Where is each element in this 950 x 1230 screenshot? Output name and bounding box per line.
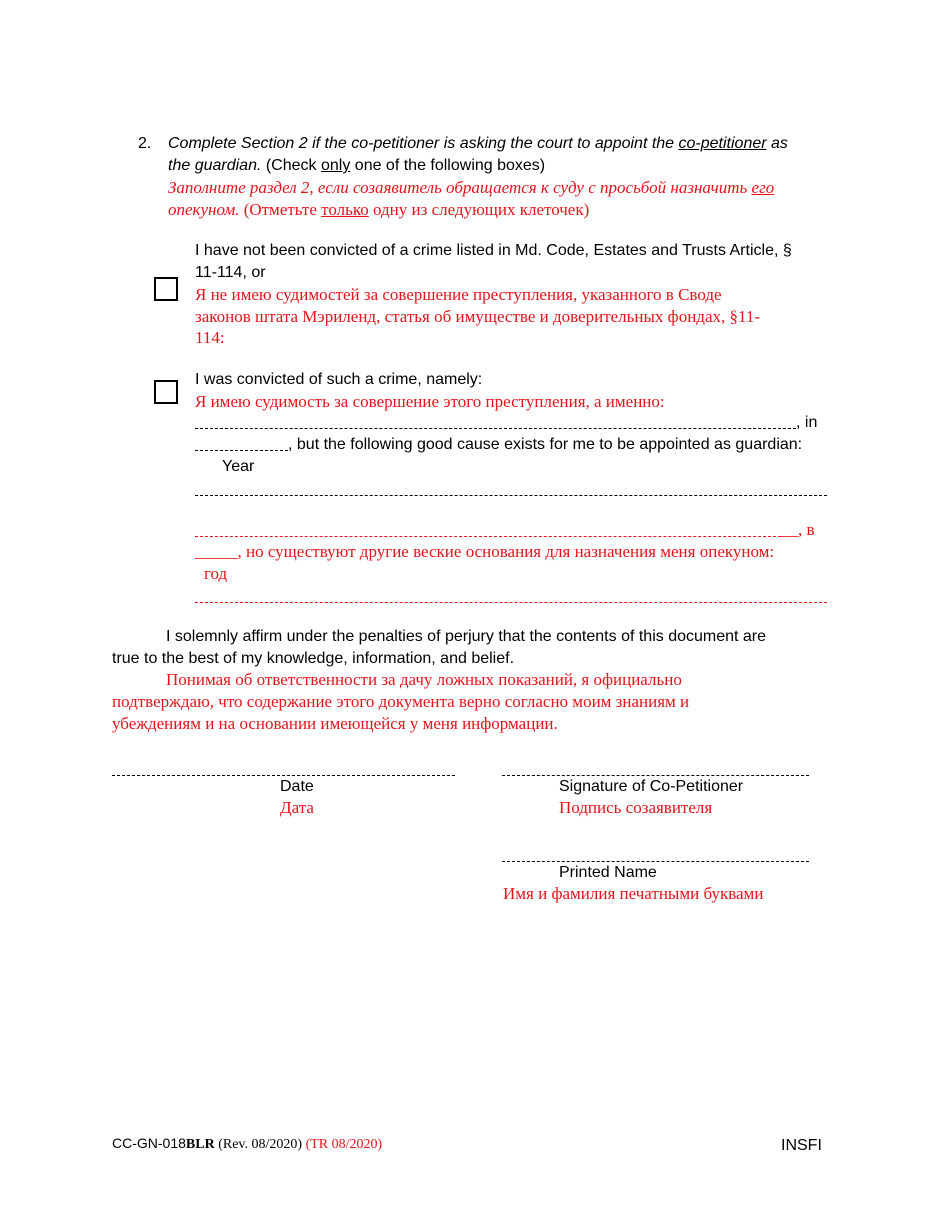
form-footer bbox=[112, 1135, 382, 1153]
translation-revision: (TR 08/2020) bbox=[305, 1137, 383, 1152]
instruction-underlined-text: его bbox=[751, 178, 775, 197]
instruction-italic-text: as bbox=[766, 135, 788, 152]
option1-ru-line1: Я не имею судимостей за совершение преступления, указанного в Своде bbox=[195, 285, 722, 304]
printed-name-label-ru: Имя и фамилия печатными буквами bbox=[503, 884, 764, 903]
date-label: Date bbox=[280, 778, 314, 795]
instruction-underlined-text: co-petitioner bbox=[678, 135, 767, 152]
crime-description-field[interactable] bbox=[195, 428, 796, 429]
date-label-ru: Дата bbox=[280, 798, 314, 817]
signature-field[interactable] bbox=[502, 775, 809, 776]
good-cause-label: , but the following good cause exists for me to be appointed as guardian: bbox=[288, 436, 803, 453]
form-suffix: BLR bbox=[185, 1137, 215, 1152]
good-cause-field-ru[interactable] bbox=[195, 602, 827, 603]
form-code: CC-GN-018 bbox=[112, 1135, 186, 1151]
instruction-italic-text: Complete Section 2 if the co-petitioner is asking the court to appoint the bbox=[168, 135, 679, 152]
revision: (Rev. 08/2020) bbox=[214, 1137, 306, 1152]
instruction-text: одну из следующих клеточек) bbox=[368, 200, 590, 219]
instruction-text: one of the following boxes) bbox=[350, 157, 546, 174]
year-label: Year bbox=[222, 458, 255, 475]
section-instructions-ru-line1 bbox=[168, 178, 774, 198]
signature-label-ru: Подпись созаявителя bbox=[559, 798, 713, 817]
instruction-underlined-text: only bbox=[320, 157, 351, 174]
instruction-italic-text: опекуном. bbox=[168, 200, 240, 219]
affirmation-en-line1: I solemnly affirm under the penalties of perjury that the contents of this document are bbox=[166, 628, 767, 645]
printed-name-field[interactable] bbox=[502, 861, 809, 862]
section-instructions-ru-line2 bbox=[168, 200, 589, 220]
date-field[interactable] bbox=[112, 775, 455, 776]
year-label-ru: год bbox=[204, 564, 228, 583]
affirmation-ru-line3: убеждениям и на основании имеющейся у меня информации. bbox=[112, 714, 558, 733]
instruction-underlined-text: только bbox=[321, 200, 369, 219]
affirmation-ru-line2: подтверждаю, что содержание этого документа верно согласно моим знаниям и bbox=[112, 692, 690, 711]
option2-en-line1: I was convicted of such a crime, namely: bbox=[195, 371, 483, 388]
printed-name-label: Printed Name bbox=[559, 864, 657, 881]
affirmation-ru-line1: Понимая об ответственности за дачу ложных показаний, я официально bbox=[166, 670, 682, 689]
signature-label: Signature of Co-Petitioner bbox=[559, 778, 744, 795]
option1-en-line2: 11-114, or bbox=[195, 264, 266, 281]
instruction-text: (Отметьте bbox=[239, 200, 322, 219]
instruction-text: (Check bbox=[261, 157, 321, 174]
instruction-italic-text: the guardian. bbox=[168, 157, 262, 174]
v-label-ru: __, в bbox=[781, 520, 815, 539]
option1-ru-line3: 114: bbox=[195, 328, 225, 347]
affirmation-en-line2: true to the best of my knowledge, information, and belief. bbox=[112, 650, 515, 667]
option1-ru-line2: законов штата Мэриленд, статья об имуществе и доверительных фондах, §11- bbox=[195, 307, 761, 326]
instruction-italic-text: Заполните раздел 2, если созаявитель обращается к суду с просьбой назначить bbox=[168, 178, 752, 197]
form-code-right: INSFI bbox=[781, 1137, 822, 1154]
option1-en-line1: I have not been convicted of a crime listed in Md. Code, Estates and Trusts Article, § bbox=[195, 242, 792, 259]
in-label: , in bbox=[796, 414, 818, 431]
crime-description-field-ru[interactable] bbox=[195, 536, 781, 537]
year-field[interactable] bbox=[195, 450, 288, 451]
checkbox-convicted[interactable] bbox=[154, 380, 178, 404]
good-cause-label-ru: _____, но существуют другие веские основания для назначения меня опекуном: bbox=[195, 542, 775, 561]
checkbox-not-convicted[interactable] bbox=[154, 277, 178, 301]
section-instructions-en-line1 bbox=[168, 134, 788, 153]
section-number: 2. bbox=[138, 135, 152, 152]
option2-ru-line1: Я имею судимость за совершение этого преступления, а именно: bbox=[195, 392, 665, 411]
good-cause-field[interactable] bbox=[195, 495, 827, 496]
section-instructions-en-line2 bbox=[168, 156, 545, 175]
